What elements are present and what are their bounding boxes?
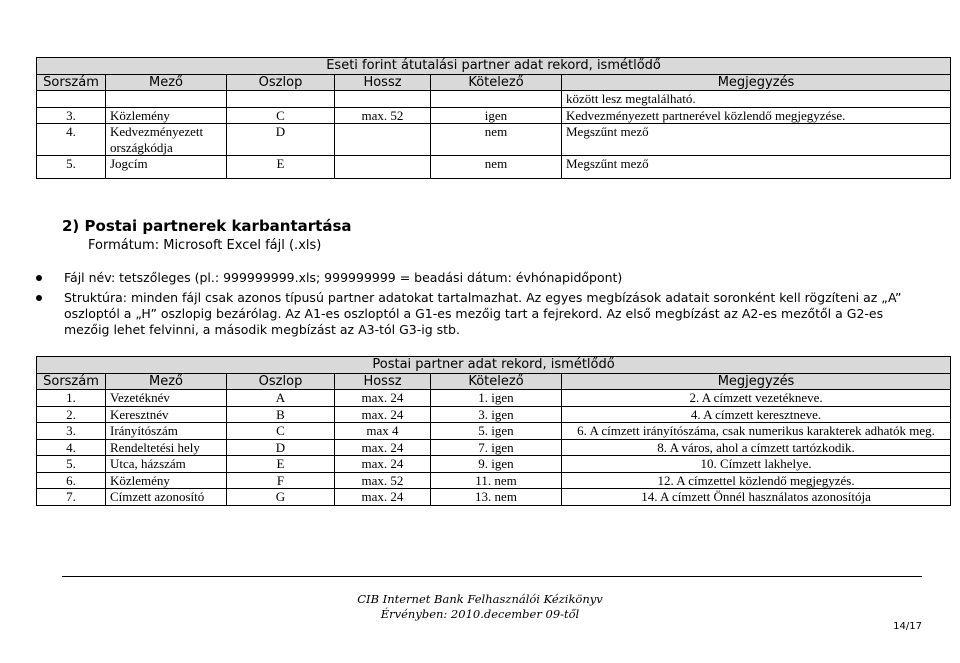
header-sorszam: Sorszám (37, 74, 106, 91)
format-line: Formátum: Microsoft Excel fájl (.xls) (88, 238, 322, 253)
postal-partner-table (36, 356, 951, 506)
footer-manual-title: CIB Internet Bank Felhasználói Kézikönyv (357, 592, 603, 606)
header-mezo: Mező (106, 74, 227, 91)
header-oszlop: Oszlop (227, 74, 335, 91)
section-heading: 2) Postai partnerek karbantartása (62, 217, 352, 235)
table-row: 2. Keresztnév B max. 24 3. igen 4. A címzett keresztneve. (37, 406, 951, 423)
table-row: 5. Jogcím E nem Megszűnt mező (37, 156, 951, 179)
bullet-structure: Struktúra: minden fájl csak azonos típusú partner adatokat tartalmazhat. Az egyes megbízások adatait soronként kell rögzíteni az „A” oszloptól a „H” oszlopig bezárólag. Az A1-es oszloptól a G1-es mezőig tart a fejrekord. Az első megbízást az A2-es mezőtől a G2-es mezőig lehet felvinni, a második megbízást az A3-tól G3-ig stb. (64, 290, 924, 338)
header-hossz: Hossz (335, 74, 431, 91)
header-megjegyzes: Megjegyzés (562, 74, 951, 91)
table2-header-row (37, 373, 951, 390)
page-number: 14/17 (893, 621, 922, 632)
header-oszlop: Oszlop (227, 373, 335, 390)
partner-record-table (36, 57, 951, 179)
header-hossz: Hossz (335, 373, 431, 390)
footer-rule (62, 576, 922, 577)
carryover-note: között lesz megtalálható. (562, 91, 951, 108)
header-megjegyzes: Megjegyzés (562, 373, 951, 390)
table-row: 6. Közlemény F max. 52 11. nem 12. A címzettel közlendő megjegyzés. (37, 472, 951, 489)
header-kotelezo: Kötelező (431, 373, 562, 390)
table-row: 4. Rendeltetési hely D max. 24 7. igen 8. A város, ahol a címzett tartózkodik. (37, 439, 951, 456)
table-row: 3. Közlemény C max. 52 igen Kedvezményezett partnerével közlendő megjegyzése. (37, 107, 951, 124)
table1-header-row (37, 74, 951, 91)
table-row: 1. Vezetéknév A max. 24 1. igen 2. A címzett vezetékneve. (37, 390, 951, 407)
table-row: 4. Kedvezményezett országkódja D nem Megszűnt mező (37, 124, 951, 156)
footer-valid-from: Érvényben: 2010.december 09-től (380, 607, 580, 621)
header-mezo: Mező (106, 373, 227, 390)
bullet-icon (36, 275, 42, 281)
table1-carryover-row (37, 91, 951, 108)
table1-title: Eseti forint átutalási partner adat rekord, ismétlődő (37, 58, 951, 75)
table2-title: Postai partner adat rekord, ismétlődő (37, 357, 951, 374)
bullet-file-name: Fájl név: tetszőleges (pl.: 999999999.xls; 999999999 = beadási dátum: évhónapidőpont) (64, 270, 924, 286)
table-row: 5. Utca, házszám E max. 24 9. igen 10. Címzett lakhelye. (37, 456, 951, 473)
header-sorszam: Sorszám (37, 373, 106, 390)
header-kotelezo: Kötelező (431, 74, 562, 91)
table-row: 3. Irányítószám C max 4 5. igen 6. A címzett irányítószáma, csak numerikus karakterek adhatók meg. (37, 423, 951, 440)
bullet-icon (36, 295, 42, 301)
table-row: 7. Címzett azonosító G max. 24 13. nem 14. A címzett Önnél használatos azonosítója (37, 489, 951, 506)
